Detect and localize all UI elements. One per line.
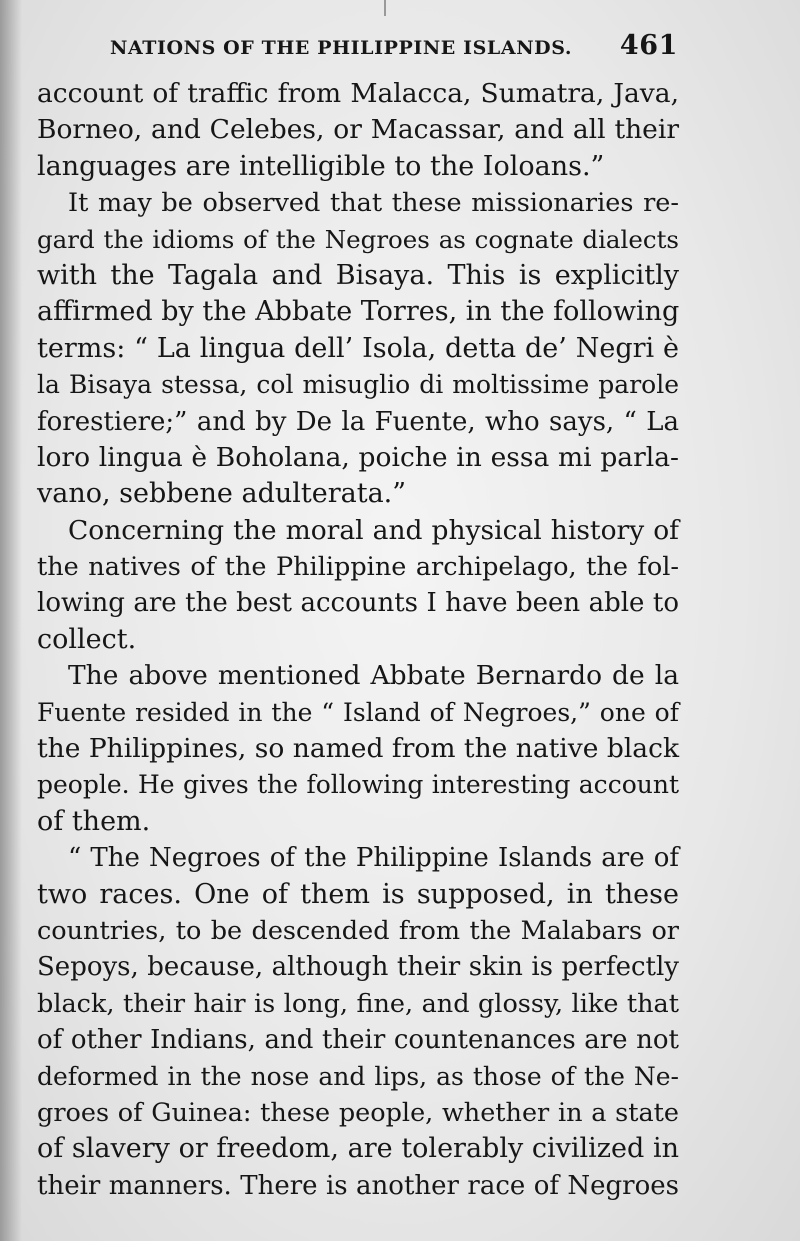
text-line: “ The Negroes of the Philippine Islands are of xyxy=(68,843,679,874)
running-title: NATIONS OF THE PHILIPPINE ISLANDS. xyxy=(110,37,573,59)
running-head xyxy=(88,28,678,68)
text-line: people. He gives the following interesting account xyxy=(37,770,679,800)
body-text xyxy=(37,76,679,1204)
text-line: of them. xyxy=(37,805,151,837)
page-gutter-shadow xyxy=(0,0,22,1241)
text-line: two races. One of them is supposed, in these xyxy=(37,878,679,910)
text-line: the natives of the Philippine archipelago, the fol- xyxy=(37,552,679,583)
text-line: their manners. There is another race of Negroes xyxy=(37,1170,679,1201)
text-line: collect. xyxy=(37,623,137,655)
text-line: la Bisaya stessa, col misuglio di moltissime parole xyxy=(37,370,679,400)
text-line: loro lingua è Boholana, poiche in essa mi parla- xyxy=(37,441,679,473)
text-line: The above mentioned Abbate Bernardo de la xyxy=(68,660,679,692)
text-line: It may be observed that these missionaries re- xyxy=(68,188,679,219)
text-line: forestiere;” and by De la Fuente, who says, “ La xyxy=(37,406,679,437)
text-line: affirmed by the Abbate Torres, in the following xyxy=(37,296,680,328)
text-line: groes of Guinea: these people, whether in a state xyxy=(37,1097,679,1128)
text-line: deformed in the nose and lips, as those of the Ne- xyxy=(37,1061,679,1091)
text-line: Borneo, and Celebes, or Macassar, and all their xyxy=(37,114,679,146)
text-line: account of traffic from Malacca, Sumatra, Java, xyxy=(37,78,679,109)
text-line: lowing are the best accounts I have been able to xyxy=(37,588,679,619)
text-line: of other Indians, and their countenances are not xyxy=(37,1025,679,1056)
text-line: terms: “ La lingua dell’ Isola, detta de’ Negri è xyxy=(37,332,679,364)
text-line: the Philippines, so named from the native black xyxy=(37,733,679,765)
text-line: vano, sebbene adulterata.” xyxy=(37,478,407,510)
text-line: Sepoys, because, although their skin is perfectly xyxy=(37,952,679,983)
text-line: black, their hair is long, fine, and glossy, like that xyxy=(37,988,679,1019)
page-number: 461 xyxy=(619,30,678,61)
binding-mark xyxy=(384,0,386,16)
text-line: languages are intelligible to the Ioloans.” xyxy=(37,150,605,182)
text-line: of slavery or freedom, are tolerably civilized in xyxy=(37,1133,679,1165)
text-line: Concerning the moral and physical history of xyxy=(68,514,679,546)
text-line: Fuente resided in the “ Island of Negroes,” one of xyxy=(37,697,679,727)
text-line: countries, to be descended from the Malabars or xyxy=(37,915,679,946)
text-line: gard the idioms of the Negroes as cognate dialects xyxy=(37,224,679,254)
text-line: with the Tagala and Bisaya. This is explicitly xyxy=(37,259,679,291)
